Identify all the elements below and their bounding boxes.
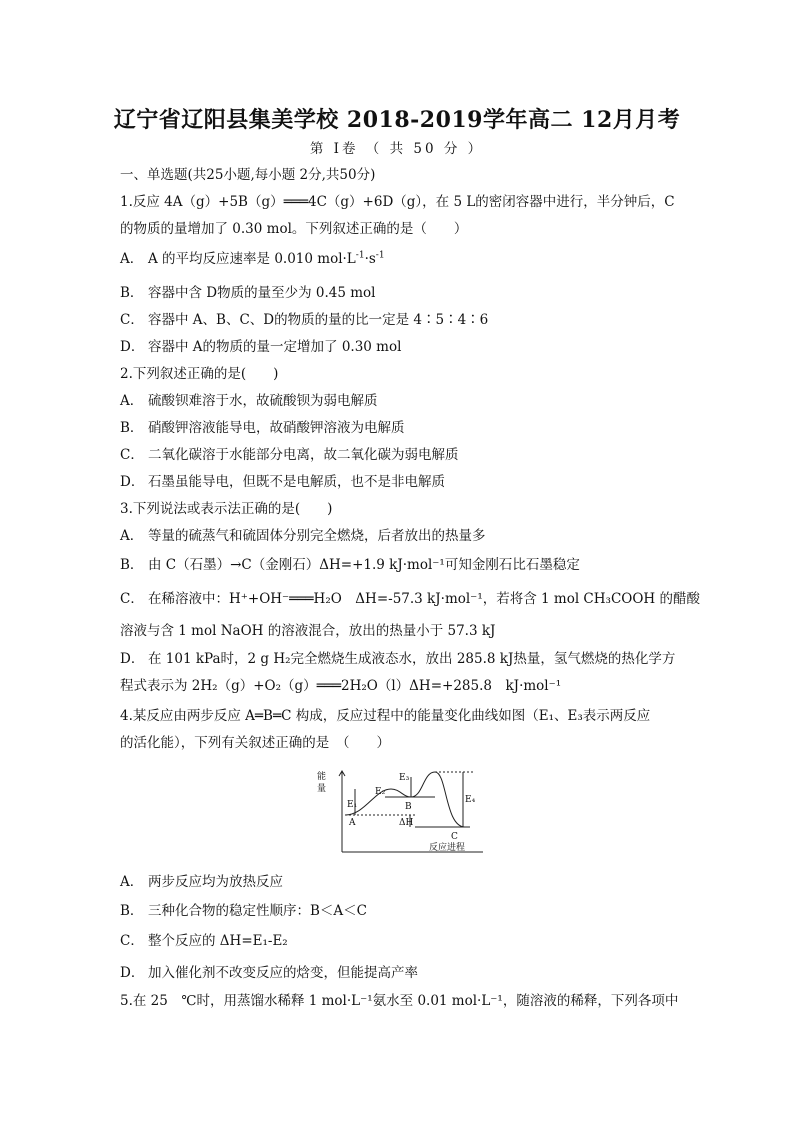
label-e4: E₄ bbox=[465, 795, 476, 805]
label-b: B bbox=[405, 802, 412, 812]
q4-stem-line2: 的活化能），下列有关叙述正确的是 （ ） bbox=[120, 735, 390, 751]
q3-option-d-line2: 程式表示为 2H₂（g）+O₂（g）═══2H₂O（l）ΔH=+285.8 kJ·mol⁻¹ bbox=[120, 678, 562, 694]
label-e2: E₂ bbox=[375, 787, 386, 797]
q1-option-a: A． A 的平均反应速率是 0.010 $mol\cdot L^{-1}\cdot s^{-1}$ bbox=[120, 250, 385, 267]
label-e1: E₁ bbox=[347, 800, 358, 810]
q1-option-c: C． 容器中 A、B、C、D的物质的量的比一定是 4∶5∶4∶6 bbox=[120, 312, 489, 328]
q2-option-c: C． 二氧化碳溶于水能部分电离，故二氧化碳为弱电解质 bbox=[120, 447, 459, 463]
xlabel: 反应进程 bbox=[429, 843, 466, 853]
q1-stem-line1: 1.反应 4A（g）+5B（g）═══4C（g）+6D（g），在 5 L的密闭容器中进行，半分钟后，C bbox=[120, 194, 675, 210]
q1-option-b: B． 容器中含 D物质的量至少为 0.45 mol bbox=[120, 285, 376, 301]
q1-option-d: D． 容器中 A的物质的量一定增加了 0.30 mol bbox=[120, 339, 402, 355]
label-e3: E₃ bbox=[399, 773, 410, 783]
label-a: A bbox=[349, 818, 356, 828]
q4-option-c: C． 整个反应的 ΔH=E₁-E₂ bbox=[120, 933, 288, 949]
q3-option-c-line1: C． 在稀溶液中：H⁺+OH⁻═══H₂O ΔH=-57.3 kJ·mol⁻¹，若将含 1 mol CH₃COOH 的醋酸 bbox=[120, 591, 700, 607]
q5-stem: 5.在 25 ℃时，用蒸馏水稀释 1 mol·L⁻¹氨水至 0.01 mol·L⁻¹，随溶液的稀释，下列各项中 bbox=[120, 993, 679, 1009]
q3-option-b: B． 由 C（石墨）→C（金刚石）ΔH=+1.9 kJ·mol⁻¹可知金刚石比石墨稳定 bbox=[120, 557, 580, 573]
label-c: C bbox=[451, 832, 458, 842]
q2-option-a: A． 硫酸钡难溶于水，故硫酸钡为弱电解质 bbox=[120, 393, 378, 409]
q3-option-d-line1: D． 在 101 kPa时，2 g H₂完全燃烧生成液态水，放出 285.8 kJ热量，氢气燃烧的热化学方 bbox=[120, 651, 676, 667]
page-subtitle: 第 I卷 （ 共 50 分 ） bbox=[309, 141, 485, 157]
q2-option-b: B． 硝酸钾溶液能导电，故硝酸钾溶液为电解质 bbox=[120, 420, 405, 436]
q4-option-b: B． 三种化合物的稳定性顺序：B＜A＜C bbox=[120, 903, 367, 919]
page-title: 辽宁省辽阳县集美学校 2018-2019学年高二 12月月考 bbox=[113, 107, 681, 133]
ylabel-line1: 能 bbox=[317, 772, 327, 782]
energy-diagram bbox=[315, 767, 485, 857]
q3-option-a: A． 等量的硫蒸气和硫固体分别完全燃烧，后者放出的热量多 bbox=[120, 528, 486, 544]
q3-stem: 3.下列说法或表示法正确的是( ) bbox=[120, 501, 333, 517]
q2-stem: 2.下列叙述正确的是( ) bbox=[120, 366, 279, 382]
section-heading: 一、单选题(共25小题,每小题 2分,共50分) bbox=[120, 167, 376, 183]
q1-stem-line2: 的物质的量增加了 0.30 mol。下列叙述正确的是（ ） bbox=[120, 221, 468, 237]
q4-stem-line1: 4.某反应由两步反应 A═B═C 构成，反应过程中的能量变化曲线如图（E₁、E₃表示两反应 bbox=[120, 708, 651, 724]
label-dh: ΔH bbox=[399, 818, 414, 828]
q3-option-c-line2: 溶液与含 1 mol NaOH 的溶液混合，放出的热量小于 57.3 kJ bbox=[120, 623, 496, 639]
q4-option-d: D． 加入催化剂不改变反应的焓变，但能提高产率 bbox=[120, 965, 418, 981]
ylabel-line2: 量 bbox=[317, 784, 327, 794]
q4-option-a: A． 两步反应均为放热反应 bbox=[120, 874, 283, 890]
q2-option-d: D． 石墨虽能导电，但既不是电解质，也不是非电解质 bbox=[120, 474, 445, 490]
option-letter: A． bbox=[120, 251, 144, 267]
